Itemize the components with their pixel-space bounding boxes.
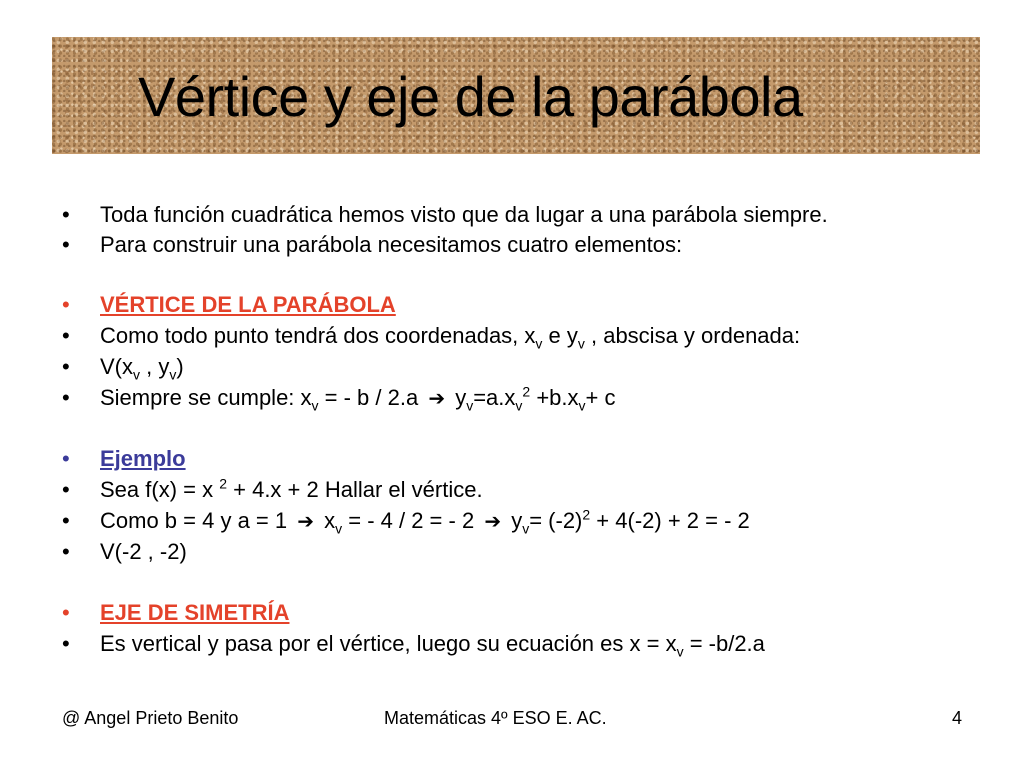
superscript: 2 <box>219 475 228 492</box>
footer-course: Matemáticas 4º ESO E. AC. <box>384 708 607 728</box>
bullet-text <box>100 321 800 351</box>
bullet-text: Para construir una parábola necesitamos cuatro elementos: <box>100 232 683 257</box>
text-run: , y <box>140 354 170 379</box>
text-run: e y <box>542 323 578 348</box>
subscript: v <box>466 397 474 414</box>
bullet-heading-vertex <box>62 290 396 320</box>
subscript: v <box>522 520 530 537</box>
text-run: V(x <box>100 354 133 379</box>
text-run: Como todo punto tendrá dos coordenadas, x <box>100 323 536 348</box>
text-run: x <box>318 508 336 533</box>
text-run: + 4(-2) + 2 = - 2 <box>590 508 750 533</box>
text-run: = - b / 2.a <box>318 385 425 410</box>
heading-symmetry: EJE DE SIMETRÍA <box>100 600 290 625</box>
footer-page-number: 4 <box>952 708 963 728</box>
bullet-marker: • <box>62 539 70 564</box>
text-run: y <box>505 508 523 533</box>
heading-vertex: VÉRTICE DE LA PARÁBOLA <box>100 292 396 317</box>
bullet-marker: • <box>62 202 70 227</box>
arrow-icon: ➔ <box>484 509 502 533</box>
bullet-marker: • <box>62 600 70 625</box>
text-run: = (-2) <box>529 508 583 533</box>
bullet-item <box>62 383 615 413</box>
text-run: Es vertical y pasa por el vértice, luego su ecuación es x = x <box>100 631 677 656</box>
bullet-marker: • <box>62 385 70 410</box>
arrow-icon: ➔ <box>428 386 446 410</box>
text-run: Como b = 4 y a = 1 <box>100 508 294 533</box>
bullet-text: V(-2 , -2) <box>100 539 187 564</box>
bullet-item <box>62 629 765 659</box>
text-run: ) <box>176 354 184 379</box>
bullet-item <box>62 475 483 505</box>
bullet-marker: • <box>62 631 70 656</box>
subscript: v <box>169 366 177 383</box>
bullet-item <box>62 230 682 260</box>
bullet-item <box>62 506 750 536</box>
text-run: = - 4 / 2 = - 2 <box>342 508 481 533</box>
superscript: 2 <box>522 383 531 400</box>
bullet-text <box>100 383 615 413</box>
slide-title: Vértice y eje de la parábola <box>138 65 803 128</box>
subscript: v <box>311 397 319 414</box>
subscript: v <box>676 643 684 660</box>
arrow-icon: ➔ <box>297 509 314 533</box>
bullet-item <box>62 537 187 567</box>
subscript: v <box>335 520 343 537</box>
superscript: 2 <box>582 506 591 523</box>
text-run: + c <box>585 385 616 410</box>
bullet-heading-example <box>62 444 186 474</box>
bullet-text <box>100 352 184 382</box>
bullet-marker: • <box>62 232 70 257</box>
subscript: v <box>578 397 586 414</box>
bullet-marker: • <box>62 508 70 533</box>
text-run: +b.x <box>530 385 579 410</box>
text-run: + 4.x + 2 Hallar el vértice. <box>227 477 483 502</box>
bullet-item <box>62 200 828 230</box>
bullet-marker: • <box>62 446 70 471</box>
subscript: v <box>133 366 140 383</box>
heading-example: Ejemplo <box>100 446 186 471</box>
subscript: v <box>577 335 585 352</box>
bullet-item <box>62 321 800 351</box>
text-run: Siempre se cumple: x <box>100 385 312 410</box>
bullet-text <box>100 506 750 536</box>
subscript: v <box>515 397 523 414</box>
text-run: Sea f(x) = x <box>100 477 220 502</box>
subscript: v <box>535 335 543 352</box>
bullet-marker: • <box>62 354 70 379</box>
text-run: , abscisa y ordenada: <box>584 323 801 348</box>
bullet-item <box>62 352 184 382</box>
bullet-text <box>100 629 765 659</box>
bullet-heading-symmetry <box>62 598 289 628</box>
text-run: =a.x <box>473 385 516 410</box>
footer-author: @ Angel Prieto Benito <box>62 708 239 728</box>
bullet-marker: • <box>62 292 70 317</box>
bullet-marker: • <box>62 323 70 348</box>
bullet-text <box>100 475 483 505</box>
bullet-marker: • <box>62 477 70 502</box>
bullet-text: Toda función cuadrática hemos visto que da lugar a una parábola siempre. <box>100 202 828 227</box>
text-run: = -b/2.a <box>683 631 765 656</box>
text-run: y <box>449 385 467 410</box>
